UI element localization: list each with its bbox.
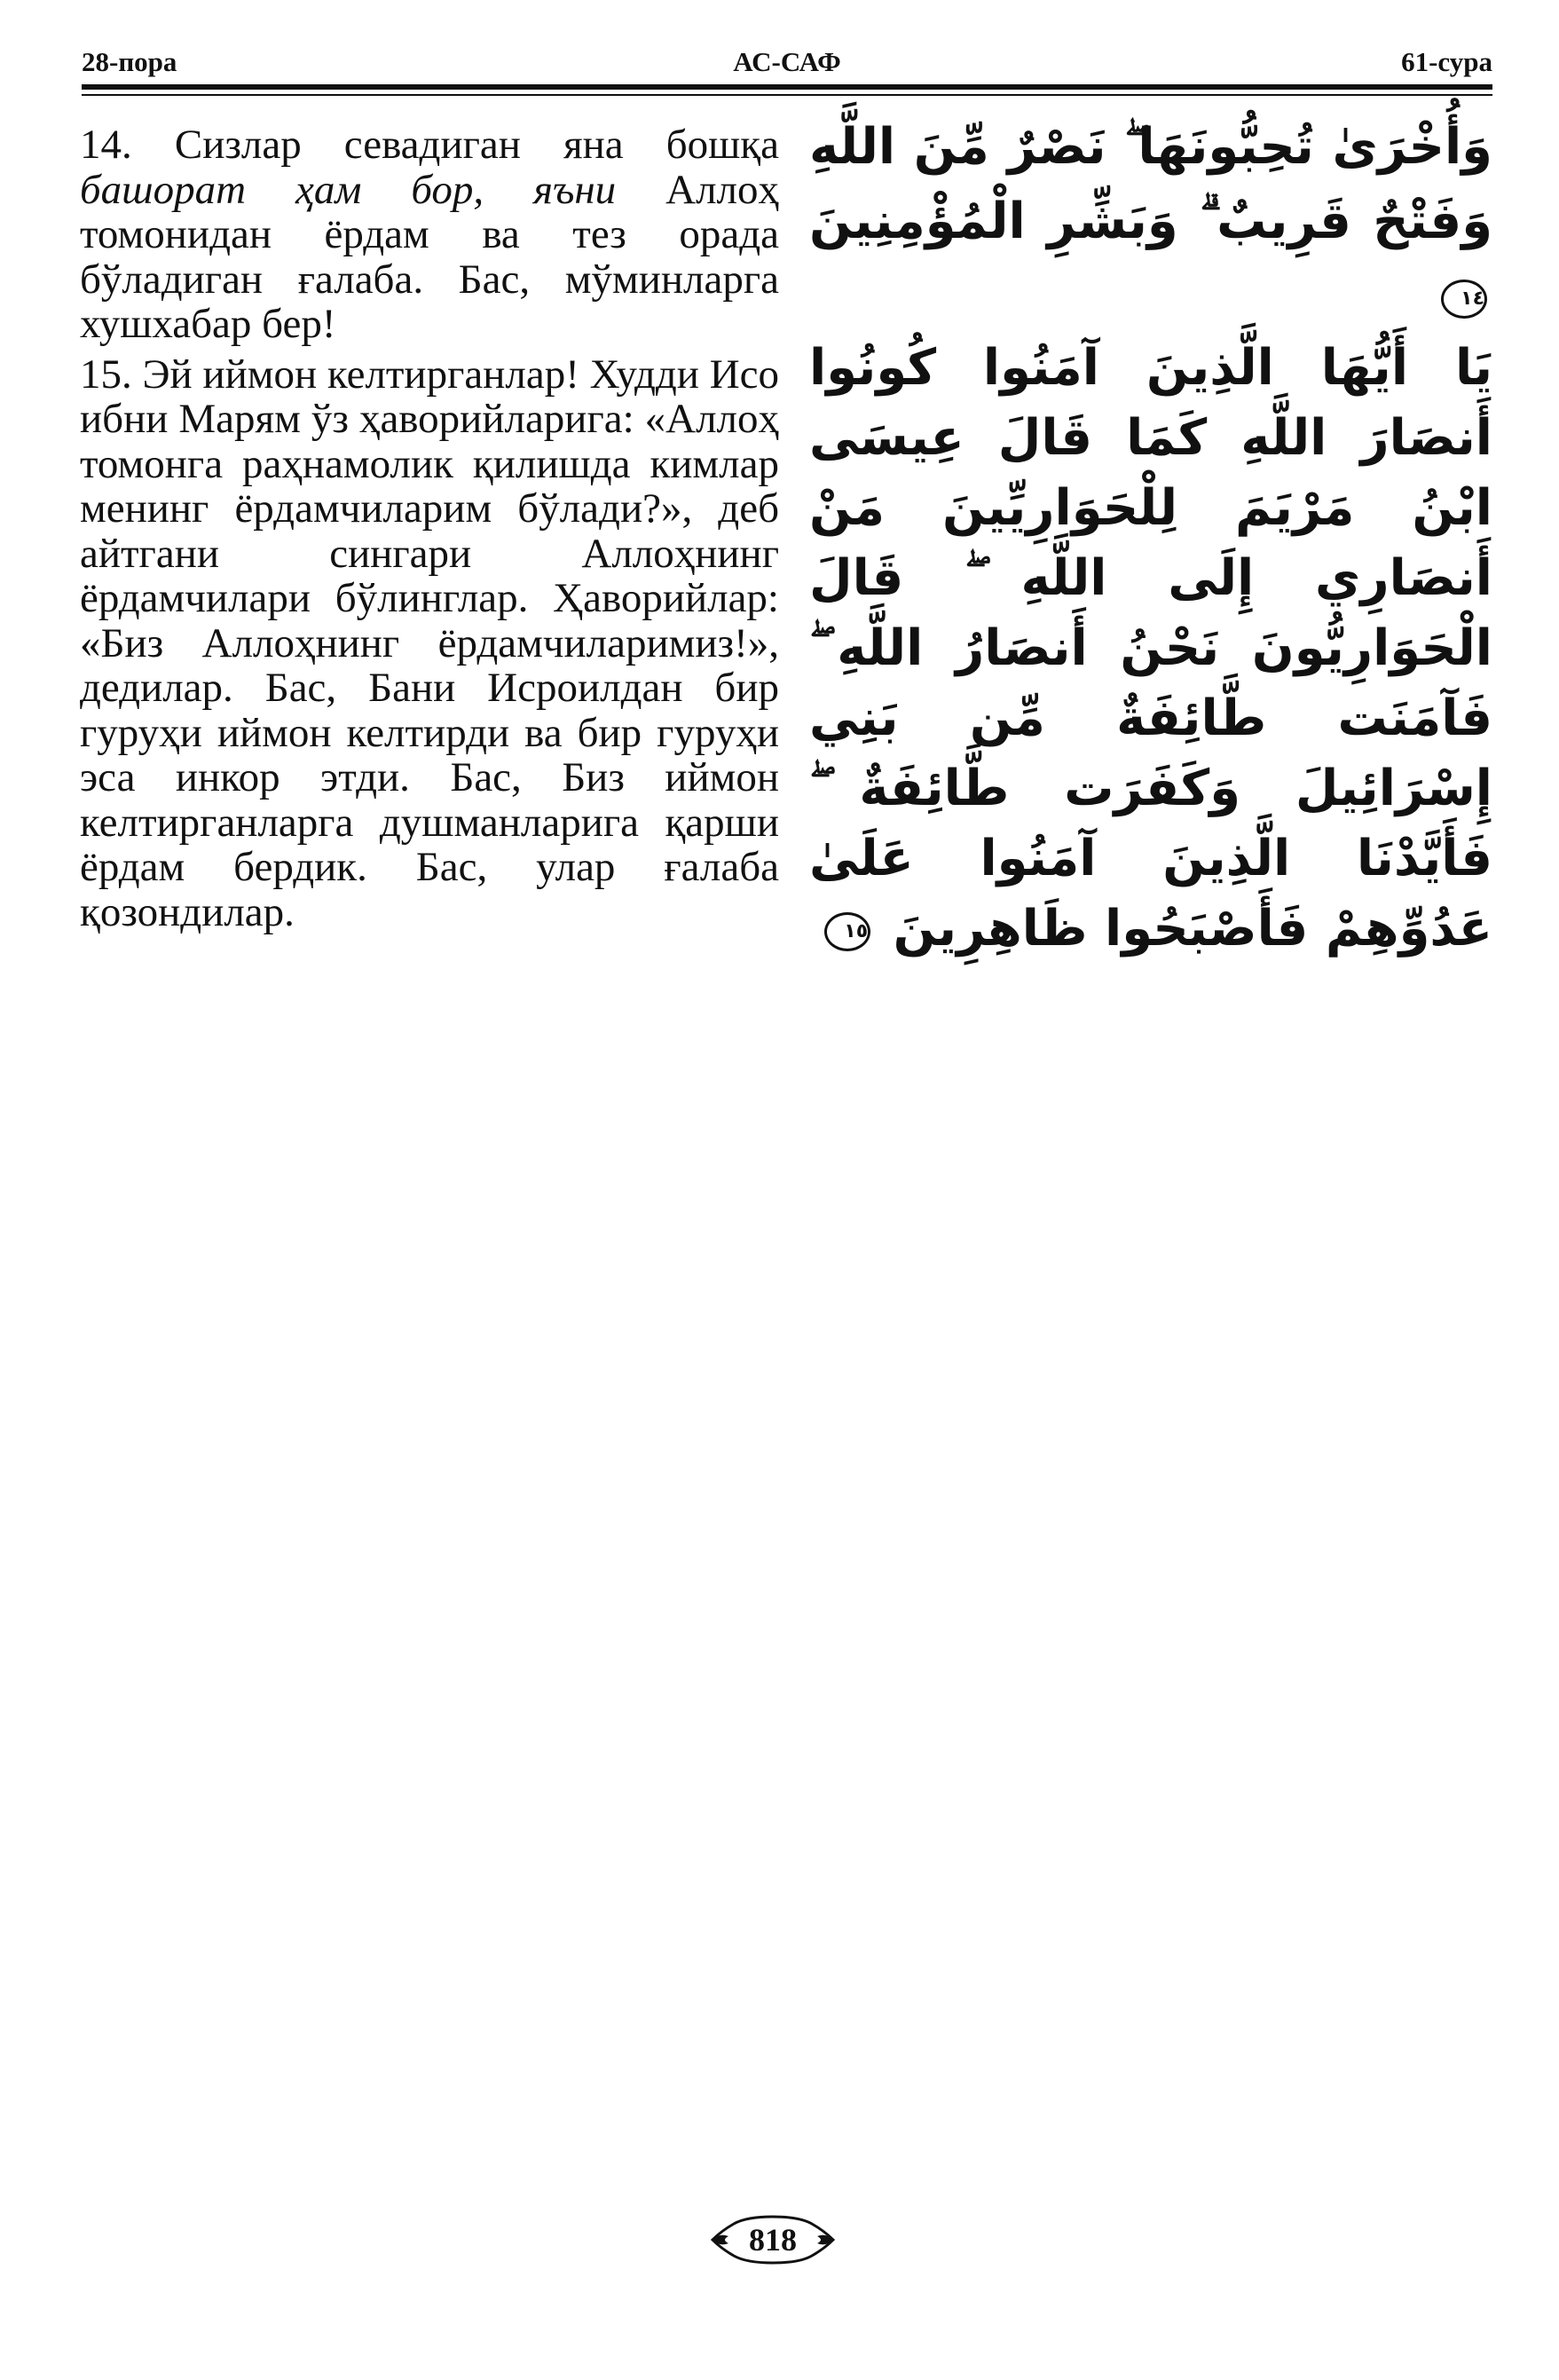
page-number-ornament bbox=[707, 2213, 839, 2266]
verse-15-text: Эй иймон келтирганлар! Худди Исо ибни Марям ўз ҳаворийларига: «Аллоҳ томонга раҳнамолик қилишда кимлар менинг ёрдамчиларим бўлади?», деб айтгани сингари Аллоҳнинг ёрдамчилари бўлинглар. Ҳаворийлар: «Биз Аллоҳнинг ёрдамчиларимиз!», дедилар. Бас, Бани Исроилдан бир гуруҳи иймон келтирди ва бир гуруҳи эса инкор этди. Бас, Биз иймон келтирганларга душманларига қарши ёрдам бердик. Бас, улар ғалаба қозондилар. bbox=[80, 351, 779, 935]
surah-number: 61-сура bbox=[1401, 46, 1492, 77]
arabic-ayah-14-text: وَأُخْرَىٰ تُحِبُّونَهَا ۖ نَصْرٌ مِّنَ اللَّهِ وَفَتْحٌ قَرِيبٌ ۗ وَبَشِّرِ الْمُؤْمِنِينَ bbox=[809, 118, 1492, 250]
verse-14-text-end: Аллоҳ томонидан ёрдам ва тез орада бўладиган ғалаба. Бас, мўминларга хушхабар бер! bbox=[80, 166, 780, 347]
ayah-end-marker-15: ١٥ bbox=[824, 912, 870, 951]
arabic-ayah-15 bbox=[809, 333, 1492, 964]
verse-14-text-italic: башорат ҳам бор, яъни bbox=[80, 166, 617, 213]
verse-14-number: 14. bbox=[80, 122, 132, 168]
ayah-end-marker-14: ١٤ bbox=[1441, 280, 1487, 319]
header-rule-thick bbox=[82, 84, 1492, 90]
surah-name: АС-САФ bbox=[733, 46, 841, 77]
verse-15-number: 15. bbox=[80, 351, 132, 398]
arabic-ayah-15-text: يَا أَيُّهَا الَّذِينَ آمَنُوا كُونُوا أَنصَارَ اللَّهِ كَمَا قَالَ عِيسَى ابْنُ مَرْيَمَ لِلْحَوَارِيِّينَ مَنْ أَنصَارِي إِلَى اللَّهِ ۖ قَالَ الْحَوَارِيُّونَ نَحْنُ أَنصَارُ اللَّهِ ۖ فَآمَنَت طَّائِفَةٌ مِّن بَنِي إِسْرَائِيلَ وَكَفَرَت طَّائِفَةٌ ۖ فَأَيَّدْنَا الَّذِينَ آمَنُوا عَلَىٰ عَدُوِّهِمْ فَأَصْبَحُوا ظَاهِرِينَ bbox=[809, 339, 1492, 958]
translation-column bbox=[80, 122, 779, 940]
verse-14-text-start: Сизлар севадиган яна бошқа bbox=[174, 122, 779, 168]
verse-15-translation bbox=[80, 352, 779, 935]
page-number: 818 bbox=[749, 2222, 797, 2258]
page-header bbox=[82, 44, 1492, 83]
juz-label: 28-пора bbox=[82, 46, 177, 77]
arabic-ayah-14 bbox=[809, 110, 1492, 334]
verse-14-translation bbox=[80, 122, 779, 347]
header-rule-thin bbox=[82, 94, 1492, 96]
